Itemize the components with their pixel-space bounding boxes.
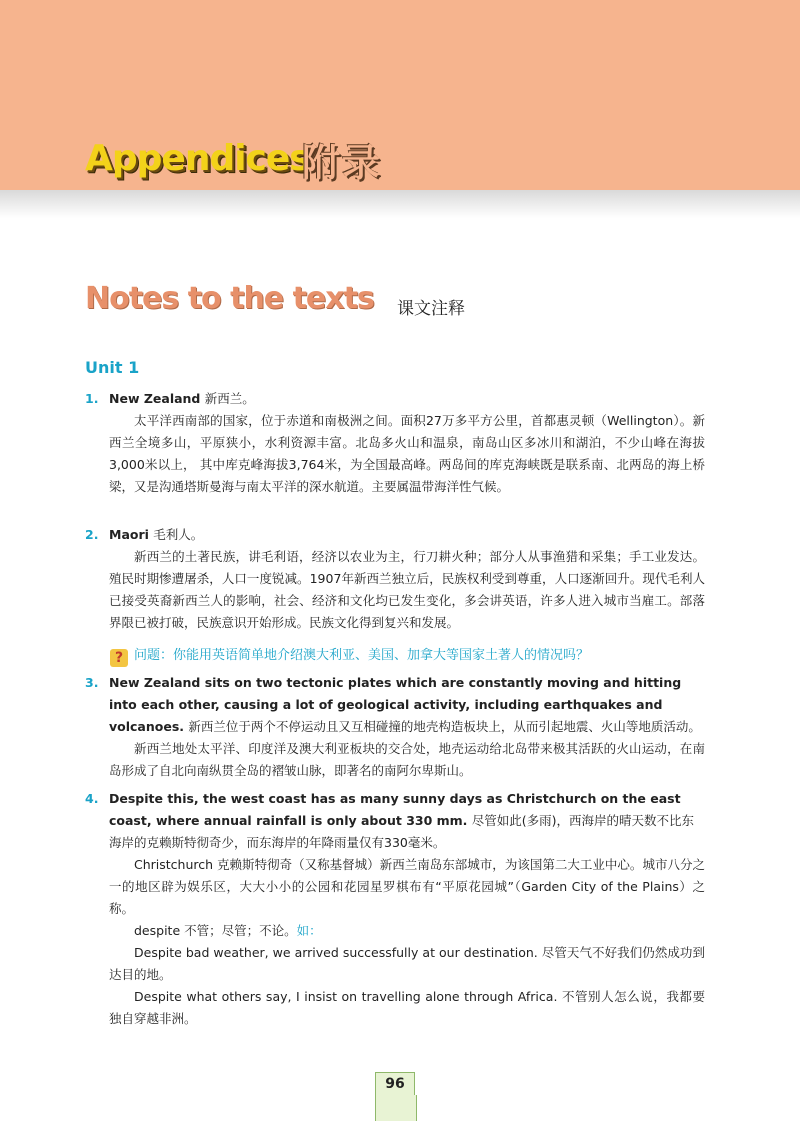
note-paragraph: 新西兰地处太平洋、印度洋及澳大利亚板块的交合处，地壳运动给北岛带来极其活跃的火山运动，在南岛形成了自北向南纵贯全岛的褶皱山脉，即著名的南阿尔卑斯山。 bbox=[109, 741, 705, 778]
section-title-cn: 课文注释 bbox=[397, 299, 465, 319]
note-heading-en: Despite this, the west coast has as many sunny days as Christchurch on the east coast, where annual rainfall is only about 330 mm. bbox=[109, 791, 681, 828]
question-icon: ? bbox=[110, 649, 128, 667]
note-2 bbox=[85, 524, 705, 634]
note-heading-cn: 新西兰位于两个不停运动且又互相碰撞的地壳构造板块上，从而引起地震、火山等地质活动。 bbox=[188, 719, 701, 734]
note-heading-en: Maori bbox=[109, 527, 149, 542]
note-heading-en: New Zealand bbox=[109, 391, 201, 406]
page-footer-tab bbox=[375, 1095, 417, 1121]
note-heading-cn: 新西兰。 bbox=[204, 391, 255, 406]
page-title-cn: 附录 bbox=[302, 141, 383, 185]
note-3 bbox=[85, 672, 705, 782]
note-4 bbox=[85, 788, 705, 1030]
question-text: 问题：你能用英语简单地介绍澳大利亚、美国、加拿大等国家土著人的情况吗？ bbox=[134, 648, 590, 663]
note-definition bbox=[85, 920, 705, 942]
note-number: 3. bbox=[85, 675, 99, 690]
note-1 bbox=[85, 388, 705, 498]
note-example: Despite bad weather, we arrived successfully at our destination. 尽管天气不好我们仍然成功到达目的地。 bbox=[109, 945, 705, 982]
section-title: Notes to the texts bbox=[85, 281, 374, 316]
header-shadow bbox=[0, 190, 800, 218]
example-lead: 如： bbox=[296, 923, 322, 938]
question-callout bbox=[110, 646, 710, 667]
note-heading bbox=[85, 524, 705, 546]
definition-text: despite 不管；尽管；不论。 bbox=[134, 923, 297, 938]
note-heading bbox=[85, 388, 705, 410]
note-paragraph: 太平洋西南部的国家，位于赤道和南极洲之间。面积27万多平方公里，首都惠灵顿（Wellington）。新西兰全境多山，平原狭小，水利资源丰富。北岛多火山和温泉，南岛山区多冰川和湖泊，不少山峰在海拔3,000米以上， 其中库克峰海拔3,764米，为全国最高峰。两岛间的库克海峡既是联系南、北两岛的海上桥梁，又是沟通塔斯曼海与南太平洋的深水航道。主要属温带海洋性气候。 bbox=[109, 413, 705, 494]
note-number: 2. bbox=[85, 527, 99, 542]
note-heading-en: New Zealand sits on two tectonic plates which are constantly moving and hitting into each other, causing a lot of geological activity, including earthquakes and volcanoes. bbox=[109, 675, 682, 734]
page-title: Appendices bbox=[85, 138, 310, 179]
note-heading-cn: 毛利人。 bbox=[153, 527, 204, 542]
note-paragraph: 新西兰的土著民族，讲毛利语，经济以农业为主，行刀耕火种；部分人从事渔猎和采集；手工业发达。殖民时期惨遭屠杀，人口一度锐减。1907年新西兰独立后，民族权利受到尊重，人口逐渐回升。现代毛利人已接受英裔新西兰人的影响，社会、经济和文化均已发生变化，多会讲英语，许多人进入城市当雇工。部落界限已被打破，民族意识开始形成。民族文化得到复兴和发展。 bbox=[109, 549, 705, 630]
note-number: 4. bbox=[85, 791, 99, 806]
note-paragraph: Christchurch 克赖斯特彻奇（又称基督城）新西兰南岛东部城市，为该国第二大工业中心。城市八分之一的地区辟为娱乐区，大大小小的公园和花园星罗棋布有“平原花园城”（Garden City of the Plains）之称。 bbox=[109, 857, 705, 916]
note-number: 1. bbox=[85, 391, 99, 406]
note-heading-cn: 尽管如此(多雨)，西海岸的晴天数不比东海岸的克赖斯特彻奇少，而东海岸的年降雨量仅有330毫米。 bbox=[109, 813, 695, 850]
unit-title: Unit 1 bbox=[85, 358, 140, 377]
note-heading bbox=[85, 788, 705, 854]
note-heading bbox=[85, 672, 705, 738]
page-number: 96 bbox=[375, 1072, 415, 1096]
note-example: Despite what others say, I insist on travelling alone through Africa. 不管别人怎么说，我都要独自穿越非洲。 bbox=[109, 989, 705, 1026]
